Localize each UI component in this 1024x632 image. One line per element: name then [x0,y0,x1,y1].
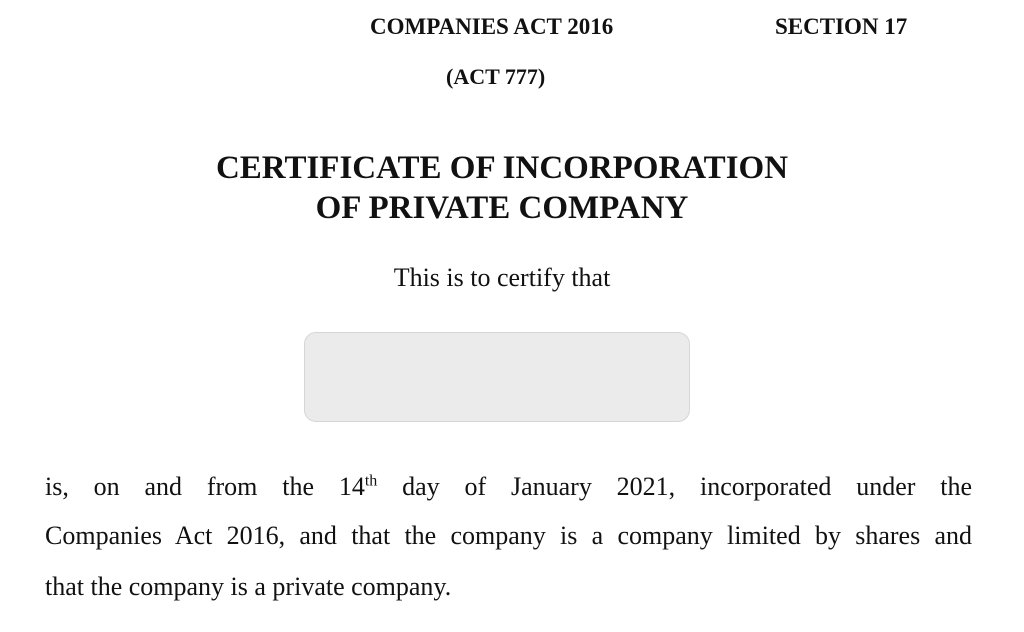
body-line-3: that the company is a private company. [45,572,452,601]
act-title: COMPANIES ACT 2016 [370,14,614,39]
body-line-1 [45,472,972,502]
act-number: (ACT 777) [446,64,546,89]
ordinal-suffix: th [364,472,378,490]
body-line-2: Companies Act 2016, and that the company is a company limited by shares and [45,521,972,550]
certificate-title-line-1: CERTIFICATE OF INCORPORATION [215,150,789,186]
section-number: SECTION 17 [775,14,908,39]
body-line-1-end: day of January 2021, incorporated under the [377,472,973,501]
certify-intro: This is to certify that [393,263,611,292]
certificate-title-line-2: OF PRIVATE COMPANY [315,190,689,226]
redacted-company-name-box [304,332,690,422]
body-line-1-start: is, on and from the 14 [45,472,365,501]
